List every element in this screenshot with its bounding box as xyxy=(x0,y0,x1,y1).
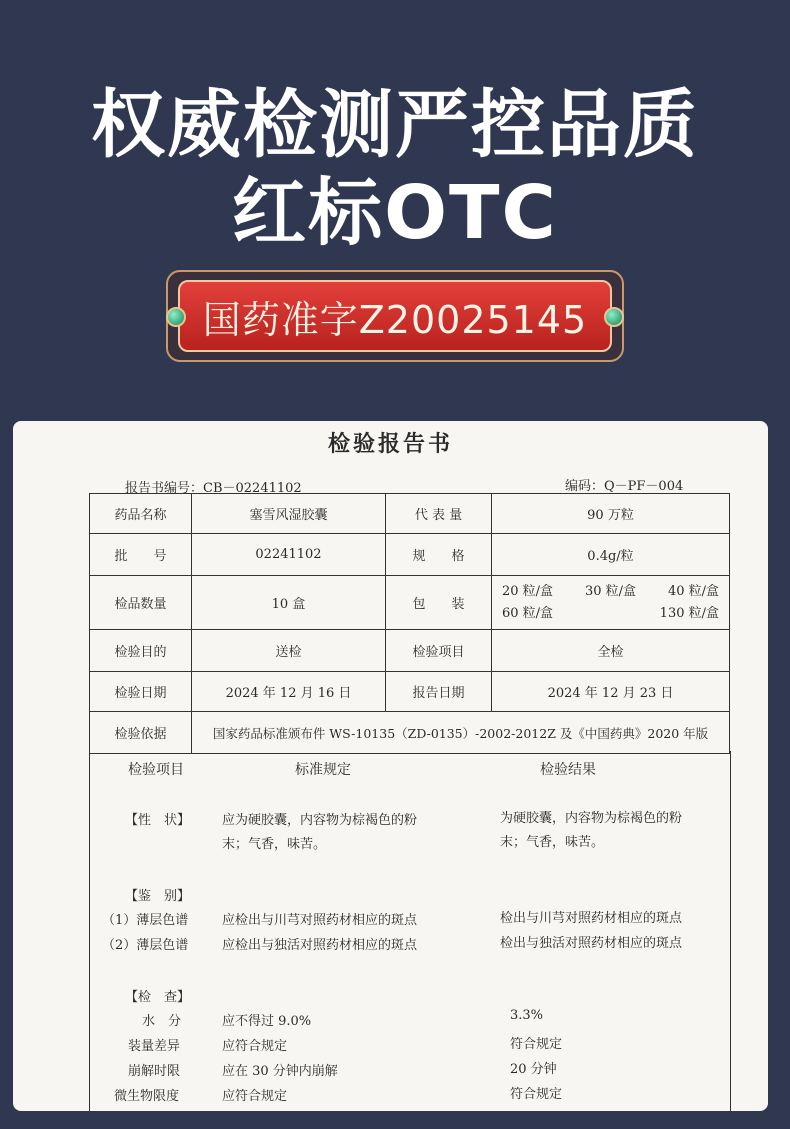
inspection-result: 符合规定 xyxy=(510,1087,563,1102)
gem-right-icon xyxy=(604,307,624,327)
inspection-item: 装量差异 xyxy=(128,1039,181,1054)
appearance-standard-1: 应为硬胶囊，内容物为棕褐色的粉 xyxy=(222,813,418,828)
cell-label: 检品数量 xyxy=(90,576,192,630)
table-row xyxy=(90,630,730,672)
appearance-label: 【性 状】 xyxy=(125,813,191,828)
cell-value: 塞雪风湿胶囊 xyxy=(192,494,386,534)
cell-label: 检验目的 xyxy=(90,630,192,672)
inspection-standard: 应不得过 9.0% xyxy=(222,1014,312,1029)
identification-item: （1）薄层色谱 xyxy=(102,913,189,928)
results-section xyxy=(89,751,731,1111)
cell-value: 0.4g/粒 xyxy=(492,534,730,576)
table-row xyxy=(90,576,730,630)
cell-label: 药品名称 xyxy=(90,494,192,534)
inspection-item: 崩解时限 xyxy=(128,1064,181,1079)
cell-value: 02241102 xyxy=(192,534,386,576)
inspection-result: 20 分钟 xyxy=(510,1062,557,1077)
inspection-label: 【检 查】 xyxy=(125,990,191,1005)
pack-line-1 xyxy=(492,581,729,603)
table-row xyxy=(90,672,730,712)
cell-label: 检验日期 xyxy=(90,672,192,712)
identification-result: 检出与独活对照药材相应的斑点 xyxy=(500,936,683,951)
results-header-standard: 标准规定 xyxy=(295,762,351,778)
report-title: 检验报告书 xyxy=(327,431,453,457)
cell-label: 包 装 xyxy=(386,576,492,630)
inspection-report xyxy=(13,421,768,1111)
identification-standard: 应检出与独活对照药材相应的斑点 xyxy=(222,938,418,953)
cell-label: 检验项目 xyxy=(386,630,492,672)
cell-label: 报告日期 xyxy=(386,672,492,712)
appearance-result-1: 为硬胶囊，内容物为棕褐色的粉 xyxy=(500,811,683,826)
appearance-standard-2: 末；气香，味苦。 xyxy=(222,837,327,852)
inspection-standard: 应在 30 分钟内崩解 xyxy=(222,1064,338,1079)
pack-option: 60 粒/盒 xyxy=(502,605,554,621)
table-row xyxy=(90,534,730,576)
cell-label: 批 号 xyxy=(90,534,192,576)
headline-line-1: 权威检测严控品质 xyxy=(91,82,699,168)
inspection-result: 3.3% xyxy=(510,1008,544,1023)
table-row xyxy=(90,494,730,534)
appearance-result-2: 末；气香，味苦。 xyxy=(500,835,605,850)
gem-left-icon xyxy=(166,307,186,327)
cell-value: 送检 xyxy=(192,630,386,672)
cell-label: 检验依据 xyxy=(90,712,192,754)
results-header-result: 检验结果 xyxy=(540,762,596,778)
inspection-item: 水 分 xyxy=(142,1014,182,1029)
pack-line-2 xyxy=(492,603,729,625)
identification-label: 【鉴 别】 xyxy=(125,889,191,904)
pack-option: 130 粒/盒 xyxy=(659,605,719,621)
cell-value: 2024 年 12 月 23 日 xyxy=(492,672,730,712)
report-code: 编码：Q－PF－004 xyxy=(565,479,684,494)
identification-result: 检出与川芎对照药材相应的斑点 xyxy=(500,911,683,926)
pack-option: 30 粒/盒 xyxy=(584,583,637,599)
table-row xyxy=(90,712,730,754)
inspection-standard: 应符合规定 xyxy=(222,1039,288,1054)
approval-badge xyxy=(166,270,624,362)
report-info-table xyxy=(89,493,730,754)
cell-pack xyxy=(492,576,730,630)
badge-text: 国药准字Z20025145 xyxy=(202,297,588,342)
cell-value: 10 盒 xyxy=(192,576,386,630)
inspection-result: 符合规定 xyxy=(510,1037,563,1052)
cell-value: 全检 xyxy=(492,630,730,672)
identification-standard: 应检出与川芎对照药材相应的斑点 xyxy=(222,913,418,928)
cell-value: 90 万粒 xyxy=(492,494,730,534)
inspection-item: 微生物限度 xyxy=(114,1089,180,1104)
pack-option: 20 粒/盒 xyxy=(502,583,554,599)
badge-inner xyxy=(178,280,612,352)
identification-item: （2）薄层色谱 xyxy=(102,938,189,953)
cell-label: 代 表 量 xyxy=(386,494,492,534)
pack-option: 40 粒/盒 xyxy=(667,583,719,599)
cell-label: 规 格 xyxy=(386,534,492,576)
results-header-item: 检验项目 xyxy=(128,762,184,778)
cell-value: 2024 年 12 月 16 日 xyxy=(192,672,386,712)
inspection-standard: 应符合规定 xyxy=(222,1089,288,1104)
report-number: 报告书编号：CB－02241102 xyxy=(125,481,302,496)
headline-line-2: 红标OTC xyxy=(232,170,558,256)
cell-value-basis: 国家药品标准颁布件 WS-10135（ZD-0135）-2002-2012Z 及《中国药典》2020 年版 xyxy=(192,712,730,754)
